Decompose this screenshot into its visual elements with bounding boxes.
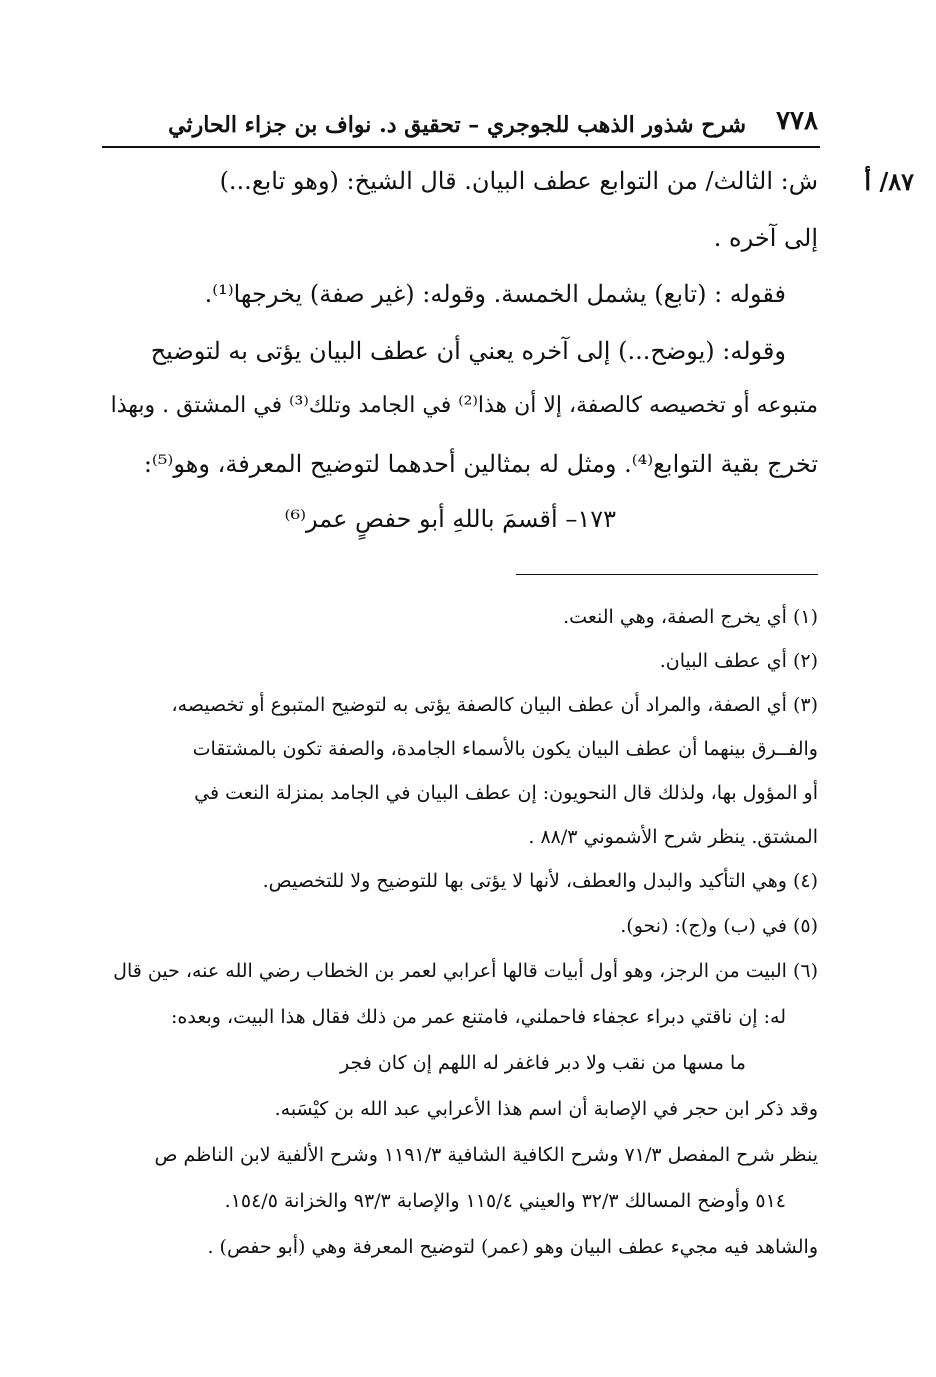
footnote-separator: [516, 574, 818, 575]
page-number: ٧٧٨: [776, 106, 818, 136]
footnote-line: (٦) البيت من الرجز، وهو أول أبيات قالها أعرابي لعمر بن الخطاب رضي الله عنه، حين قال: [113, 960, 818, 982]
main-line: ش: الثالث/ من التوابع عطف البيان. قال الشيخ: (وهو تابع...): [219, 167, 818, 195]
footnote-line: (٢) أي عطف البيان.: [659, 650, 818, 672]
main-line: وقوله: (يوضح...) إلى آخره يعني أن عطف البيان يؤتى به لتوضيح: [150, 337, 786, 365]
main-line: متبوعه أو تخصيصه كالصفة، إلا أن هذا⁽²⁾ في الجامد وتلك⁽³⁾ في المشتق . وبهذا: [110, 393, 818, 418]
footnote-line: والشاهد فيه مجيء عطف البيان وهو (عمر) لتوضيح المعرفة وهي (أبو حفص) .: [207, 1236, 818, 1258]
footnote-line: (٣) أي الصفة، والمراد أن عطف البيان كالصفة يؤتى به لتوضيح المتبوع أو تخصيصه،: [171, 694, 818, 716]
footnote-line: له: إن ناقتي دبراء عجفاء فاحملني، فامتنع عمر من ذلك فقال هذا البيت، وبعده:: [170, 1006, 786, 1028]
margin-folio-marker: ٨٧/ أ: [864, 167, 914, 196]
header-rule: [102, 146, 820, 148]
running-header-title: شرح شذور الذهب للجوجري – تحقيق د. نواف بن جزاء الحارثي: [168, 112, 746, 138]
footnote-line: (٤) وهي التأكيد والبدل والعطف، لأنها لا يؤتى بها للتوضيح ولا للتخصيص.: [262, 870, 818, 892]
footnote-line: أو المؤول بها، ولذلك قال النحويون: إن عطف البيان في الجامد بمنزلة النعت في: [194, 782, 818, 804]
main-line: إلى آخره .: [713, 224, 818, 252]
verse-line: ١٧٣– أقسمَ باللهِ أبو حفصٍ عمر⁽⁶⁾: [284, 505, 616, 533]
footnote-line: (١) أي يخرج الصفة، وهي النعت.: [563, 606, 818, 628]
footnote-line: والفــرق بينهما أن عطف البيان يكون بالأسماء الجامدة، والصفة تكون بالمشتقات: [192, 738, 818, 760]
footnote-line: (٥) في (ب) و(ج): (نحو).: [620, 915, 818, 937]
footnote-line: وقد ذكر ابن حجر في الإصابة أن اسم هذا الأعرابي عبد الله بن كيْسَبه.: [274, 1098, 818, 1120]
footnote-line: ٥١٤ وأوضح المسالك ٣٢/٣ والعيني ١١٥/٤ والإصابة ٩٣/٣ والخزانة ١٥٤/٥.: [224, 1190, 786, 1212]
main-line: تخرج بقية التوابع⁽⁴⁾. ومثل له بمثالين أحدهما لتوضيح المعرفة، وهو⁽⁵⁾:: [143, 450, 818, 478]
footnote-line: المشتق. ينظر شرح الأشموني ٨٨/٣ .: [528, 826, 818, 848]
footnote-line: ينظر شرح المفصل ٧١/٣ وشرح الكافية الشافية ١١٩١/٣ وشرح الألفية لابن الناظم ص: [154, 1144, 818, 1166]
main-line: فقوله : (تابع) يشمل الخمسة. وقوله: (غير صفة) يخرجها⁽¹⁾.: [204, 280, 786, 308]
footnote-verse: ما مسها من نقب ولا دبر فاغفر له اللهم إن كان فجر: [339, 1052, 746, 1074]
